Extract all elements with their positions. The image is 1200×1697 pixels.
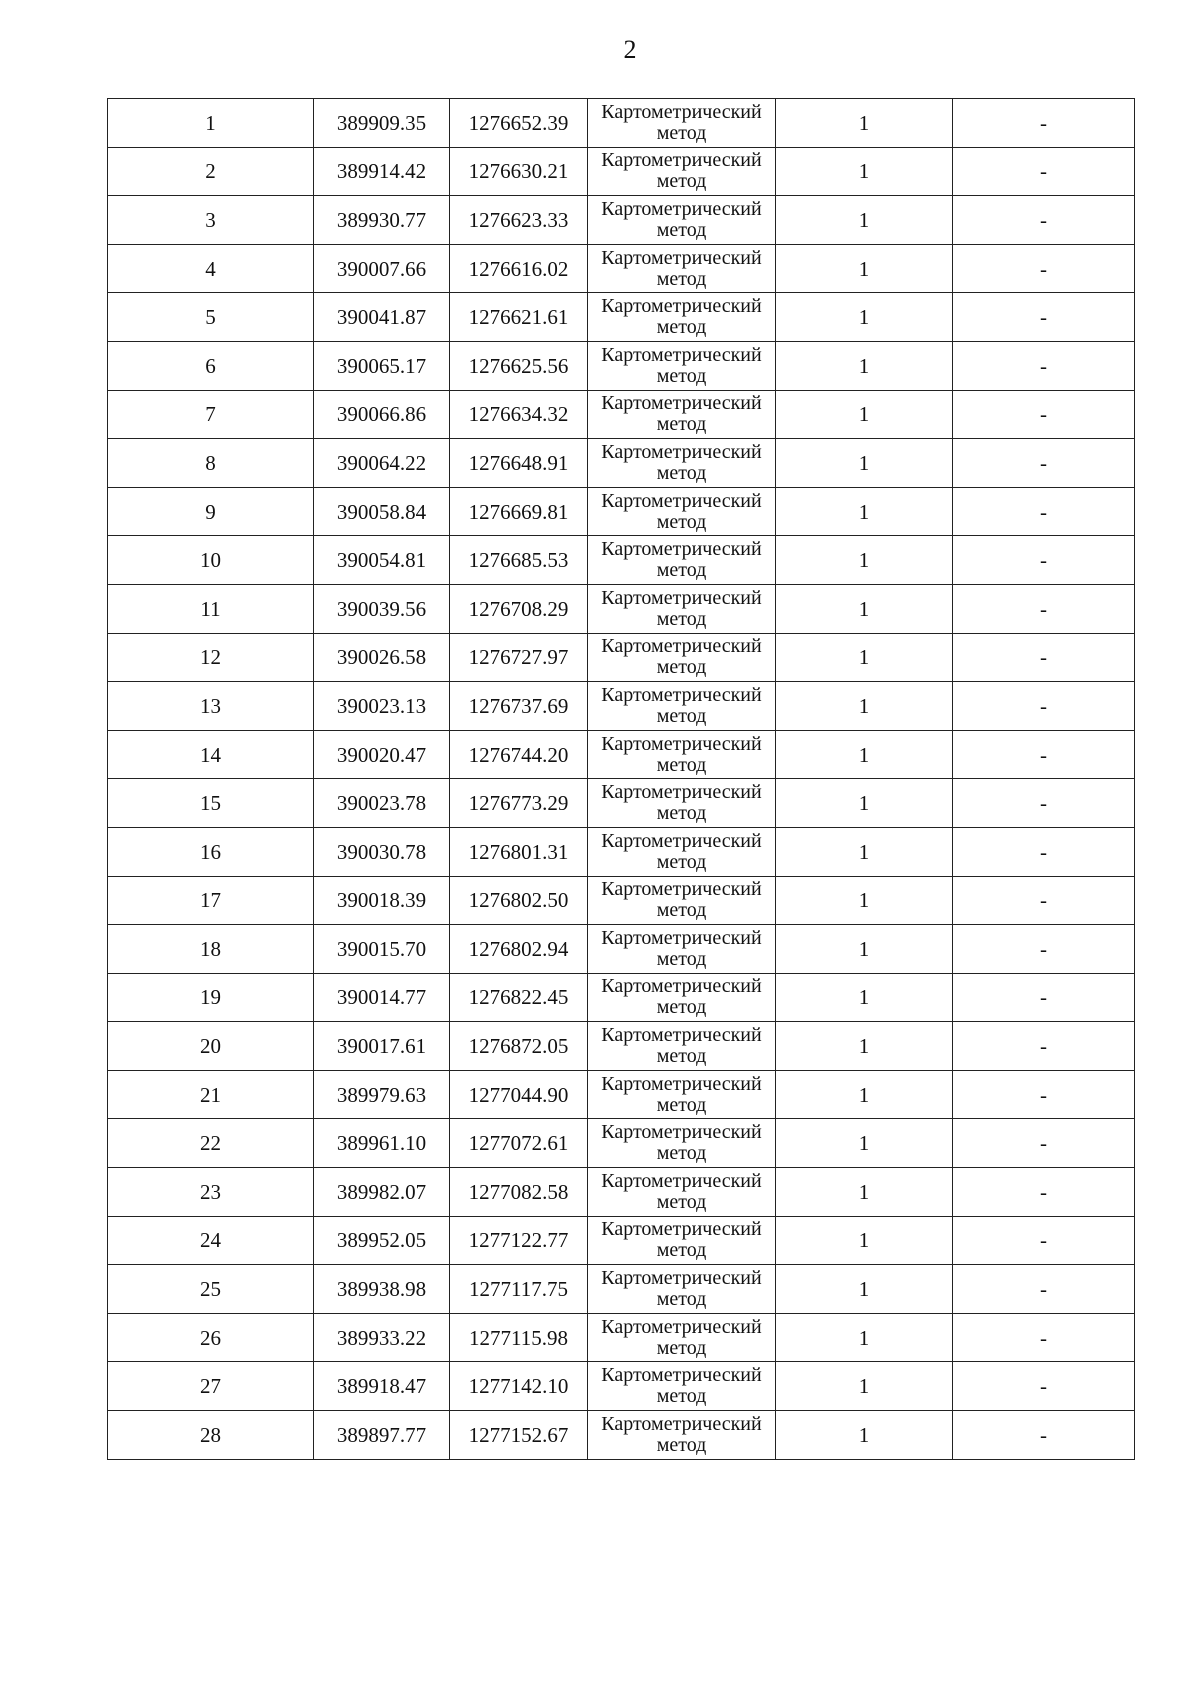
note-cell: - <box>953 584 1135 633</box>
x-coordinate-cell: 389897.77 <box>314 1411 450 1460</box>
method-line-1: Картометрический <box>601 781 762 804</box>
method-line-1: Картометрический <box>601 1072 762 1095</box>
x-coordinate-cell: 389938.98 <box>314 1265 450 1314</box>
note-cell: - <box>953 925 1135 974</box>
accuracy-cell: 1 <box>776 99 953 148</box>
point-number-cell: 2 <box>108 147 314 196</box>
method-line-1: Картометрический <box>601 246 762 269</box>
x-coordinate-cell: 390023.78 <box>314 779 450 828</box>
method-cell <box>588 633 776 682</box>
method-line-1: Картометрический <box>601 343 762 366</box>
method-cell <box>588 1070 776 1119</box>
method-cell <box>588 293 776 342</box>
note-cell: - <box>953 779 1135 828</box>
method-line-1: Картометрический <box>601 1412 762 1435</box>
y-coordinate-cell: 1276625.56 <box>450 341 588 390</box>
point-number-cell: 26 <box>108 1313 314 1362</box>
x-coordinate-cell: 389982.07 <box>314 1168 450 1217</box>
accuracy-cell: 1 <box>776 196 953 245</box>
table-row <box>108 536 1135 585</box>
table-row <box>108 1362 1135 1411</box>
table-row <box>108 876 1135 925</box>
method-line-1: Картометрический <box>601 829 762 852</box>
point-number-cell: 25 <box>108 1265 314 1314</box>
method-line-2: метод <box>656 1190 707 1213</box>
x-coordinate-cell: 390023.13 <box>314 682 450 731</box>
table-row <box>108 487 1135 536</box>
y-coordinate-cell: 1277152.67 <box>450 1411 588 1460</box>
accuracy-cell: 1 <box>776 682 953 731</box>
method-line-2: метод <box>656 947 707 970</box>
table-row <box>108 1119 1135 1168</box>
note-cell: - <box>953 1070 1135 1119</box>
note-cell: - <box>953 827 1135 876</box>
table-row <box>108 633 1135 682</box>
table-row <box>108 99 1135 148</box>
method-line-1: Картометрический <box>601 683 762 706</box>
table-row <box>108 779 1135 828</box>
method-cell <box>588 536 776 585</box>
table-row <box>108 1168 1135 1217</box>
table-row <box>108 1216 1135 1265</box>
table-row <box>108 1265 1135 1314</box>
method-line-2: метод <box>656 1385 707 1408</box>
method-line-2: метод <box>656 704 707 727</box>
note-cell: - <box>953 1313 1135 1362</box>
method-cell <box>588 196 776 245</box>
table-row <box>108 682 1135 731</box>
point-number-cell: 10 <box>108 536 314 585</box>
x-coordinate-cell: 390030.78 <box>314 827 450 876</box>
point-number-cell: 12 <box>108 633 314 682</box>
x-coordinate-cell: 390015.70 <box>314 925 450 974</box>
point-number-cell: 24 <box>108 1216 314 1265</box>
method-cell <box>588 1168 776 1217</box>
point-number-cell: 19 <box>108 973 314 1022</box>
table-row <box>108 827 1135 876</box>
note-cell: - <box>953 147 1135 196</box>
y-coordinate-cell: 1276727.97 <box>450 633 588 682</box>
method-cell <box>588 925 776 974</box>
method-cell <box>588 876 776 925</box>
method-line-2: метод <box>656 1142 707 1165</box>
point-number-cell: 27 <box>108 1362 314 1411</box>
y-coordinate-cell: 1276652.39 <box>450 99 588 148</box>
point-number-cell: 18 <box>108 925 314 974</box>
method-cell <box>588 1362 776 1411</box>
x-coordinate-cell: 390039.56 <box>314 584 450 633</box>
y-coordinate-cell: 1276773.29 <box>450 779 588 828</box>
point-number-cell: 8 <box>108 439 314 488</box>
y-coordinate-cell: 1276744.20 <box>450 730 588 779</box>
accuracy-cell: 1 <box>776 633 953 682</box>
x-coordinate-cell: 390017.61 <box>314 1022 450 1071</box>
method-cell <box>588 1313 776 1362</box>
point-number-cell: 14 <box>108 730 314 779</box>
table-row <box>108 341 1135 390</box>
accuracy-cell: 1 <box>776 1119 953 1168</box>
accuracy-cell: 1 <box>776 1168 953 1217</box>
x-coordinate-cell: 390018.39 <box>314 876 450 925</box>
note-cell: - <box>953 1362 1135 1411</box>
method-line-1: Картометрический <box>601 1024 762 1047</box>
x-coordinate-cell: 390014.77 <box>314 973 450 1022</box>
x-coordinate-cell: 390065.17 <box>314 341 450 390</box>
method-cell <box>588 584 776 633</box>
x-coordinate-cell: 389961.10 <box>314 1119 450 1168</box>
accuracy-cell: 1 <box>776 244 953 293</box>
method-cell <box>588 1216 776 1265</box>
y-coordinate-cell: 1276634.32 <box>450 390 588 439</box>
table-row <box>108 196 1135 245</box>
note-cell: - <box>953 973 1135 1022</box>
method-cell <box>588 1411 776 1460</box>
method-line-2: метод <box>656 1433 707 1456</box>
method-line-1: Картометрический <box>601 100 762 123</box>
x-coordinate-cell: 390020.47 <box>314 730 450 779</box>
note-cell: - <box>953 1022 1135 1071</box>
method-line-1: Картометрический <box>601 440 762 463</box>
method-line-2: метод <box>656 1093 707 1116</box>
method-line-2: метод <box>656 656 707 679</box>
point-number-cell: 20 <box>108 1022 314 1071</box>
x-coordinate-cell: 390007.66 <box>314 244 450 293</box>
note-cell: - <box>953 1168 1135 1217</box>
y-coordinate-cell: 1276737.69 <box>450 682 588 731</box>
note-cell: - <box>953 682 1135 731</box>
accuracy-cell: 1 <box>776 1313 953 1362</box>
y-coordinate-cell: 1276648.91 <box>450 439 588 488</box>
point-number-cell: 22 <box>108 1119 314 1168</box>
x-coordinate-cell: 390054.81 <box>314 536 450 585</box>
note-cell: - <box>953 341 1135 390</box>
accuracy-cell: 1 <box>776 341 953 390</box>
accuracy-cell: 1 <box>776 1411 953 1460</box>
coordinates-table-body <box>108 99 1135 1460</box>
x-coordinate-cell: 390058.84 <box>314 487 450 536</box>
x-coordinate-cell: 390064.22 <box>314 439 450 488</box>
method-line-2: метод <box>656 316 707 339</box>
y-coordinate-cell: 1277044.90 <box>450 1070 588 1119</box>
point-number-cell: 1 <box>108 99 314 148</box>
accuracy-cell: 1 <box>776 876 953 925</box>
table-row <box>108 925 1135 974</box>
x-coordinate-cell: 389952.05 <box>314 1216 450 1265</box>
method-cell <box>588 1119 776 1168</box>
method-cell <box>588 779 776 828</box>
x-coordinate-cell: 389914.42 <box>314 147 450 196</box>
point-number-cell: 6 <box>108 341 314 390</box>
accuracy-cell: 1 <box>776 973 953 1022</box>
method-line-2: метод <box>656 510 707 533</box>
accuracy-cell: 1 <box>776 1265 953 1314</box>
y-coordinate-cell: 1276669.81 <box>450 487 588 536</box>
method-line-1: Картометрический <box>601 1364 762 1387</box>
accuracy-cell: 1 <box>776 536 953 585</box>
page-number: 2 <box>623 35 637 64</box>
method-cell <box>588 390 776 439</box>
method-line-1: Картометрический <box>601 538 762 561</box>
method-line-2: метод <box>656 753 707 776</box>
method-line-2: метод <box>656 607 707 630</box>
point-number-cell: 17 <box>108 876 314 925</box>
accuracy-cell: 1 <box>776 1362 953 1411</box>
method-line-2: метод <box>656 364 707 387</box>
note-cell: - <box>953 196 1135 245</box>
y-coordinate-cell: 1276623.33 <box>450 196 588 245</box>
point-number-cell: 4 <box>108 244 314 293</box>
accuracy-cell: 1 <box>776 1022 953 1071</box>
y-coordinate-cell: 1276801.31 <box>450 827 588 876</box>
method-line-2: метод <box>656 121 707 144</box>
x-coordinate-cell: 389930.77 <box>314 196 450 245</box>
method-line-1: Картометрический <box>601 732 762 755</box>
note-cell: - <box>953 1411 1135 1460</box>
method-line-2: метод <box>656 1288 707 1311</box>
note-cell: - <box>953 293 1135 342</box>
point-number-cell: 13 <box>108 682 314 731</box>
accuracy-cell: 1 <box>776 827 953 876</box>
x-coordinate-cell: 390041.87 <box>314 293 450 342</box>
x-coordinate-cell: 389933.22 <box>314 1313 450 1362</box>
method-cell <box>588 439 776 488</box>
method-cell <box>588 147 776 196</box>
accuracy-cell: 1 <box>776 730 953 779</box>
x-coordinate-cell: 390026.58 <box>314 633 450 682</box>
method-line-1: Картометрический <box>601 1267 762 1290</box>
point-number-cell: 28 <box>108 1411 314 1460</box>
x-coordinate-cell: 389979.63 <box>314 1070 450 1119</box>
point-number-cell: 16 <box>108 827 314 876</box>
table-row <box>108 390 1135 439</box>
method-cell <box>588 1022 776 1071</box>
method-line-2: метод <box>656 559 707 582</box>
note-cell: - <box>953 1216 1135 1265</box>
coordinates-table <box>107 98 1135 1460</box>
note-cell: - <box>953 1119 1135 1168</box>
method-cell <box>588 973 776 1022</box>
method-line-2: метод <box>656 850 707 873</box>
note-cell: - <box>953 876 1135 925</box>
note-cell: - <box>953 390 1135 439</box>
accuracy-cell: 1 <box>776 439 953 488</box>
y-coordinate-cell: 1277117.75 <box>450 1265 588 1314</box>
y-coordinate-cell: 1276621.61 <box>450 293 588 342</box>
method-line-2: метод <box>656 899 707 922</box>
x-coordinate-cell: 389909.35 <box>314 99 450 148</box>
point-number-cell: 9 <box>108 487 314 536</box>
method-cell <box>588 827 776 876</box>
table-row <box>108 244 1135 293</box>
note-cell: - <box>953 633 1135 682</box>
accuracy-cell: 1 <box>776 925 953 974</box>
accuracy-cell: 1 <box>776 584 953 633</box>
method-cell <box>588 99 776 148</box>
note-cell: - <box>953 730 1135 779</box>
note-cell: - <box>953 487 1135 536</box>
table-row <box>108 1313 1135 1362</box>
method-line-1: Картометрический <box>601 1315 762 1338</box>
note-cell: - <box>953 1265 1135 1314</box>
method-line-1: Картометрический <box>601 878 762 901</box>
table-row <box>108 730 1135 779</box>
y-coordinate-cell: 1277142.10 <box>450 1362 588 1411</box>
method-line-1: Картометрический <box>601 1169 762 1192</box>
y-coordinate-cell: 1276616.02 <box>450 244 588 293</box>
accuracy-cell: 1 <box>776 779 953 828</box>
method-line-1: Картометрический <box>601 295 762 318</box>
y-coordinate-cell: 1276802.94 <box>450 925 588 974</box>
method-line-1: Картометрический <box>601 975 762 998</box>
method-cell <box>588 244 776 293</box>
y-coordinate-cell: 1276822.45 <box>450 973 588 1022</box>
x-coordinate-cell: 389918.47 <box>314 1362 450 1411</box>
y-coordinate-cell: 1277122.77 <box>450 1216 588 1265</box>
method-line-2: метод <box>656 1045 707 1068</box>
method-cell <box>588 487 776 536</box>
accuracy-cell: 1 <box>776 1216 953 1265</box>
method-line-1: Картометрический <box>601 489 762 512</box>
y-coordinate-cell: 1276872.05 <box>450 1022 588 1071</box>
point-number-cell: 21 <box>108 1070 314 1119</box>
method-line-2: метод <box>656 461 707 484</box>
method-line-1: Картометрический <box>601 586 762 609</box>
method-line-1: Картометрический <box>601 1218 762 1241</box>
method-line-2: метод <box>656 218 707 241</box>
method-cell <box>588 341 776 390</box>
y-coordinate-cell: 1276630.21 <box>450 147 588 196</box>
table-row <box>108 439 1135 488</box>
point-number-cell: 7 <box>108 390 314 439</box>
accuracy-cell: 1 <box>776 1070 953 1119</box>
table-row <box>108 1411 1135 1460</box>
method-line-2: метод <box>656 802 707 825</box>
method-line-1: Картометрический <box>601 926 762 949</box>
method-cell <box>588 730 776 779</box>
y-coordinate-cell: 1277072.61 <box>450 1119 588 1168</box>
method-line-1: Картометрический <box>601 149 762 172</box>
accuracy-cell: 1 <box>776 390 953 439</box>
method-line-2: метод <box>656 1336 707 1359</box>
point-number-cell: 5 <box>108 293 314 342</box>
method-line-2: метод <box>656 413 707 436</box>
x-coordinate-cell: 390066.86 <box>314 390 450 439</box>
accuracy-cell: 1 <box>776 147 953 196</box>
table-row <box>108 973 1135 1022</box>
point-number-cell: 23 <box>108 1168 314 1217</box>
note-cell: - <box>953 439 1135 488</box>
table-row <box>108 584 1135 633</box>
method-cell <box>588 1265 776 1314</box>
method-line-1: Картометрический <box>601 635 762 658</box>
method-line-1: Картометрический <box>601 1121 762 1144</box>
table-row <box>108 147 1135 196</box>
method-line-2: метод <box>656 996 707 1019</box>
method-line-2: метод <box>656 267 707 290</box>
table-row <box>108 293 1135 342</box>
y-coordinate-cell: 1277082.58 <box>450 1168 588 1217</box>
y-coordinate-cell: 1276708.29 <box>450 584 588 633</box>
method-line-2: метод <box>656 1239 707 1262</box>
table-row <box>108 1070 1135 1119</box>
accuracy-cell: 1 <box>776 293 953 342</box>
accuracy-cell: 1 <box>776 487 953 536</box>
note-cell: - <box>953 536 1135 585</box>
point-number-cell: 11 <box>108 584 314 633</box>
method-line-2: метод <box>656 170 707 193</box>
method-line-1: Картометрический <box>601 197 762 220</box>
method-line-1: Картометрический <box>601 392 762 415</box>
note-cell: - <box>953 244 1135 293</box>
y-coordinate-cell: 1276685.53 <box>450 536 588 585</box>
method-cell <box>588 682 776 731</box>
table-row <box>108 1022 1135 1071</box>
y-coordinate-cell: 1276802.50 <box>450 876 588 925</box>
point-number-cell: 15 <box>108 779 314 828</box>
note-cell: - <box>953 99 1135 148</box>
y-coordinate-cell: 1277115.98 <box>450 1313 588 1362</box>
point-number-cell: 3 <box>108 196 314 245</box>
